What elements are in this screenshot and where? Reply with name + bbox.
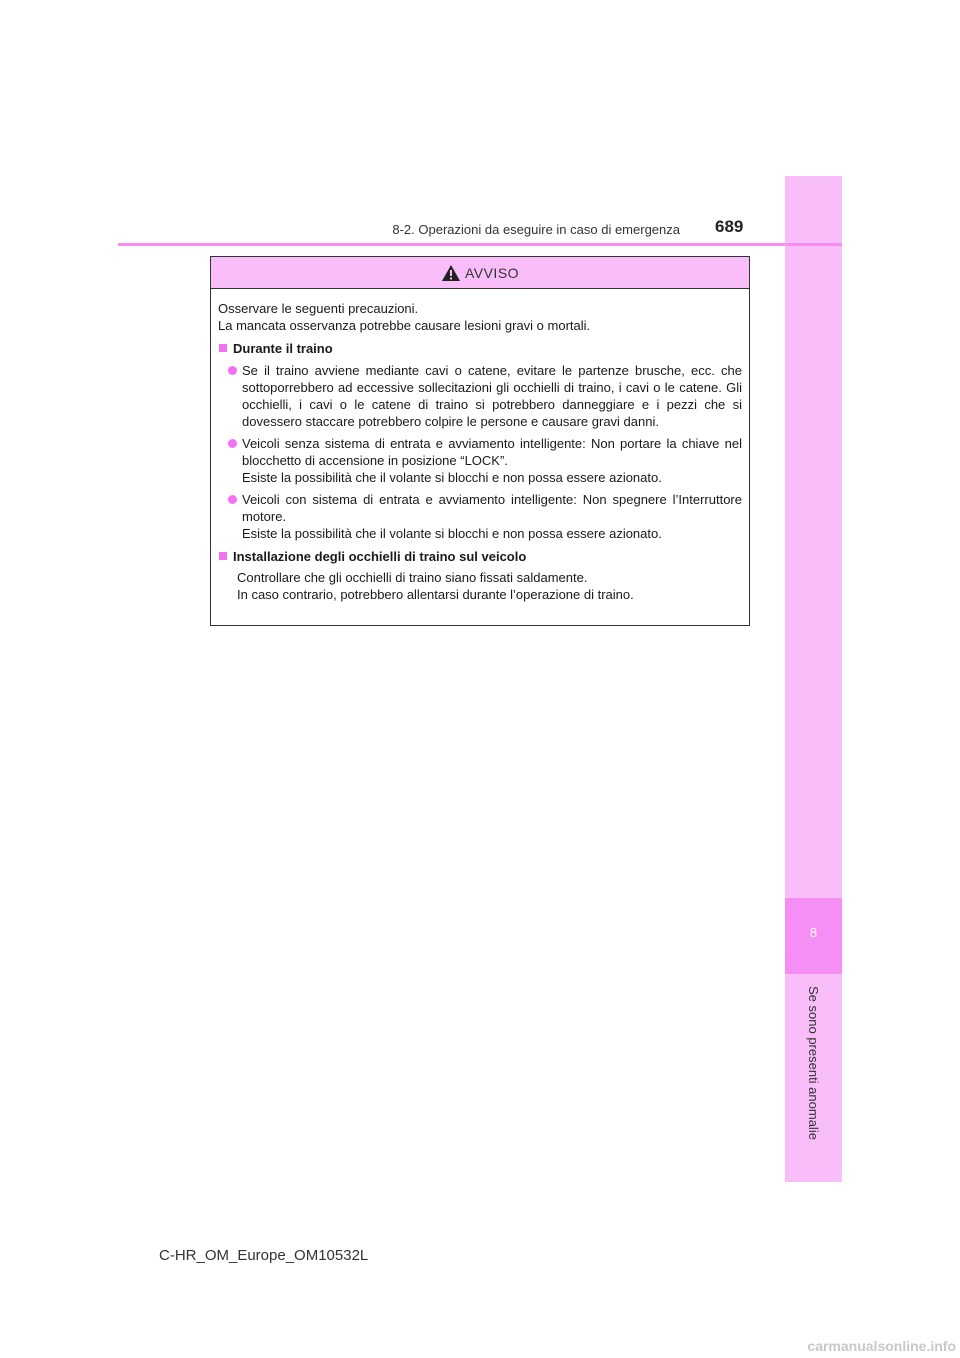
document-code: C-HR_OM_Europe_OM10532L (159, 1247, 369, 1264)
square-bullet-icon (219, 344, 227, 352)
square-bullet-icon (219, 552, 227, 560)
intro-line: Osservare le seguenti precauzioni. (218, 301, 419, 316)
bullet-line: Esiste la possibilità che il volante si blocchi e non possa essere azionato. (242, 470, 662, 485)
round-bullet-icon (228, 439, 237, 448)
section-heading (218, 340, 742, 357)
bullet-item (218, 362, 742, 430)
warning-triangle-icon (441, 264, 461, 282)
bullet-line: Se il traino avviene mediante cavi o catene, evitare le partenze brusche, ecc. che sottoporrebbero ad eccessive sollecitazioni gli occhielli di traino, i cavi o le catene. Gli occhielli, i cavi o le catene di traino si potrebbero danneggiare e i pezzi che si dovessero staccare potrebbero colpire le persone e causare gravi danni. (242, 363, 742, 429)
bullet-item (218, 435, 742, 486)
section-text-line: In caso contrario, potrebbero allentarsi durante l’operazione di traino. (237, 587, 634, 602)
chapter-side-tab (785, 176, 842, 1182)
section-text-line: Controllare che gli occhielli di traino siano fissati saldamente. (237, 570, 588, 585)
section-heading-text: Installazione degli occhielli di traino sul veicolo (233, 549, 527, 564)
bullet-text (242, 491, 742, 542)
bullet-line: Veicoli senza sistema di entrata e avviamento intelligente: Non portare la chiave nel blocchetto di accensione in posizione “LOCK”. (242, 436, 742, 468)
section-text (218, 569, 742, 603)
warning-box (210, 256, 750, 626)
chapter-number-block (785, 898, 842, 974)
bullet-text (242, 362, 742, 430)
bullet-text (242, 435, 742, 486)
round-bullet-icon (228, 366, 237, 375)
bullet-item (218, 491, 742, 542)
chapter-number: 8 (809, 925, 818, 940)
warning-intro (218, 300, 742, 334)
page-number: 689 (715, 217, 744, 236)
section-label: 8-2. Operazioni da eseguire in caso di emergenza (392, 222, 680, 237)
section-heading (218, 548, 742, 565)
round-bullet-icon (228, 495, 237, 504)
chapter-title: Se sono presenti anomalie (806, 986, 821, 1140)
warning-header (211, 257, 749, 289)
warning-body (211, 289, 749, 603)
watermark: carmanualsonline.info (807, 1338, 956, 1354)
intro-line: La mancata osservanza potrebbe causare lesioni gravi o mortali. (218, 318, 591, 333)
warning-title: AVVISO (464, 264, 520, 281)
bullet-line: Veicoli con sistema di entrata e avviamento intelligente: Non spegnere l’Interruttore motore. (242, 492, 742, 524)
bullet-line: Esiste la possibilità che il volante si blocchi e non possa essere azionato. (242, 526, 662, 541)
header-rule (118, 243, 842, 246)
section-heading-text: Durante il traino (233, 341, 333, 356)
